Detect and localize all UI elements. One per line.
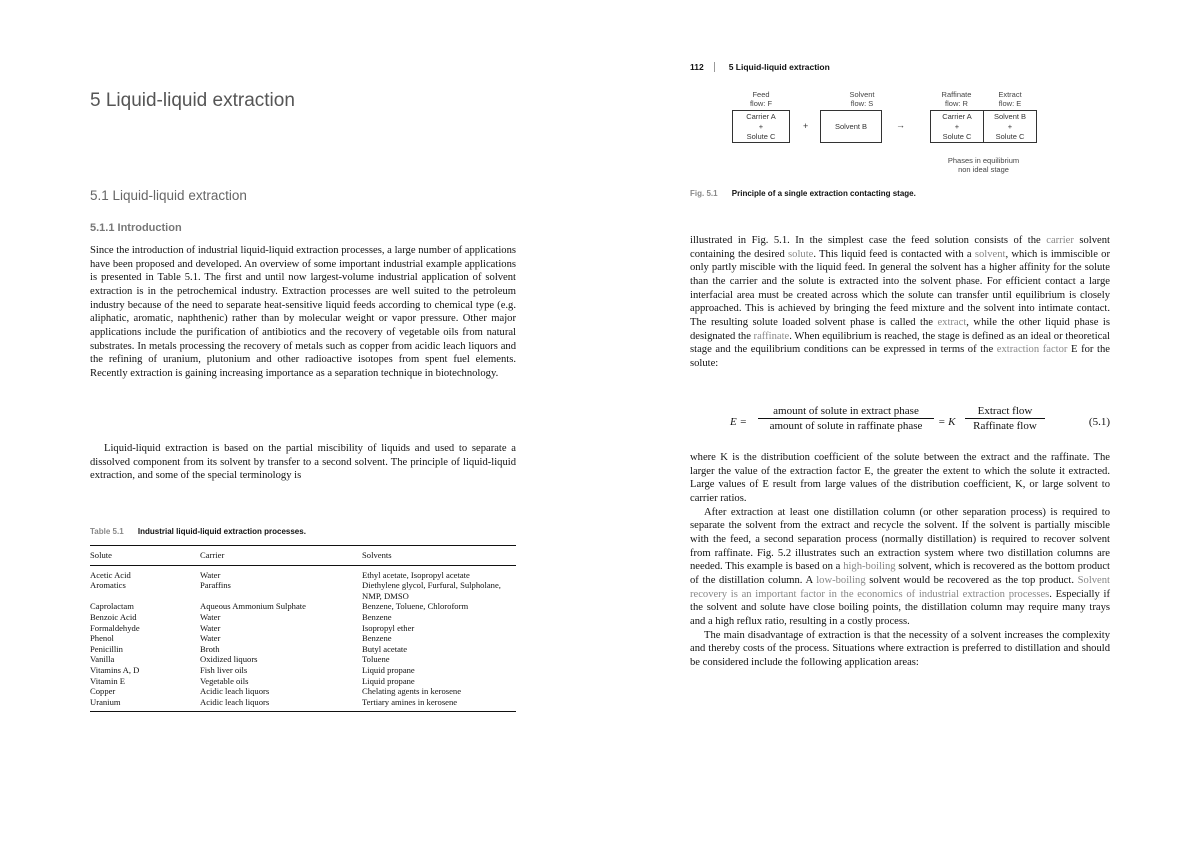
cell-solvents: Benzene — [362, 633, 392, 644]
cell-solvents: Liquid propane — [362, 675, 415, 686]
table-row — [90, 623, 516, 634]
text-run: illustrated in Fig. 5.1. In the simplest case the feed solution consists of the — [690, 235, 1047, 246]
text-run: After extraction at least one distillation column (or other separation process) is required to separate the solvent from the extract and recycle the solvent. If the solvent is partially miscible with the feed, a second separation process (normally distillation) is required to recover solvent from raffinate. Fig. 5.2 illustrates such an extraction system where two distillation columns are needed. This example is based on a — [690, 506, 1110, 573]
text-run: . Especially if the solvent and solute have close boiling points, the distillation column may require many trays and a high reflux ratio, resulting in a costly process. — [690, 588, 1110, 627]
feed-flow-label: Feed flow: F — [749, 90, 773, 108]
cell-carrier: Acidic leach liquors — [200, 686, 270, 697]
extract-flow-label: Extract flow: E — [998, 90, 1022, 108]
equilibrium-note: Phases in equilibrium non ideal stage — [947, 156, 1020, 174]
cell-solute: Acetic Acid — [90, 569, 131, 580]
chapter-title: 5 Liquid-liquid extraction — [90, 90, 295, 111]
table-caption-number: Table 5.1 — [90, 527, 124, 536]
figure-caption-number: Fig. 5.1 — [690, 189, 718, 198]
term-extract: extract — [937, 316, 967, 328]
cell-carrier: Acidic leach liquors — [200, 697, 362, 712]
cell-carrier: Water — [200, 622, 221, 633]
arrow-icon: → — [896, 120, 905, 130]
plus-sign: + — [803, 121, 809, 131]
fraction-flow — [965, 405, 1045, 432]
cell-solute: Vitamins A, D — [90, 664, 140, 675]
right-page — [600, 0, 1200, 849]
cell-solvents: Benzene — [362, 611, 392, 622]
table-row — [90, 676, 516, 687]
cell-carrier: Fish liver oils — [200, 664, 248, 675]
cell-solvents: Chelating agents in kerosene — [362, 686, 462, 697]
cell-solute: Phenol — [90, 633, 114, 644]
running-title: 5 Liquid-liquid extraction — [728, 62, 830, 72]
cell-solvents: Liquid propane — [362, 664, 415, 675]
cell-carrier: Aqueous Ammonium Sulphate — [200, 601, 306, 612]
cell-carrier: Paraffins — [200, 580, 231, 591]
cell-carrier: Water — [200, 611, 221, 622]
term-solvent: solvent — [974, 248, 1006, 260]
cell-solvents: Diethylene glycol, Furfural, Sulpholane, NMP, DMSO — [362, 580, 501, 601]
equilibrium-phases-box — [930, 110, 1037, 143]
cell-solvents: Isopropyl ether — [362, 622, 415, 633]
cell-carrier: Oxidized liquors — [200, 654, 258, 665]
term-raffinate: raffinate — [753, 330, 790, 342]
cell-carrier: Water — [200, 633, 221, 644]
header-solute: Solute — [90, 546, 200, 566]
fraction-amount-denominator: amount of solute in raffinate phase — [769, 420, 923, 432]
table-row — [90, 665, 516, 676]
cell-solute: Uranium — [90, 697, 200, 712]
table-row — [90, 644, 516, 655]
body-paragraph-4: where K is the distribution coefficient of the solute between the extract and the raffinate. The larger the value of the extraction factor E, the greater the extent to which the solute it extracted. Large values of E result from large values of the distribution coefficient, K, or large solvent to carrier ratios. — [690, 452, 1110, 504]
cell-solute: Copper — [90, 686, 116, 697]
cell-carrier: Broth — [200, 643, 220, 654]
cell-solute: Penicillin — [90, 643, 123, 654]
table-row — [90, 580, 516, 601]
table-row — [90, 612, 516, 623]
cell-solute: Vitamin E — [90, 675, 126, 686]
table-caption-text: Industrial liquid-liquid extraction processes. — [137, 527, 306, 536]
equation-5-1 — [690, 405, 1110, 441]
header-carrier: Carrier — [200, 546, 362, 566]
table-row — [90, 601, 516, 612]
figure-caption-text: Principle of a single extraction contacting stage. — [731, 189, 916, 198]
cell-solute: Formaldehyde — [90, 622, 140, 633]
table-row — [90, 565, 516, 580]
term-solute: solute — [788, 248, 814, 260]
text-run: solvent containing the desired — [690, 235, 1110, 260]
term-carrier: carrier — [1046, 235, 1074, 246]
equation-number: (5.1) — [1088, 416, 1110, 428]
fraction-flow-denominator: Raffinate flow — [973, 420, 1037, 432]
cell-solvents: Butyl acetate — [362, 643, 408, 654]
raffinate-box: Carrier A + Solute C — [942, 112, 972, 141]
extract-box: Solvent B + Solute C — [983, 111, 1036, 142]
text-run: solvent, which is recovered as the bottom product of the distillation column. A — [690, 561, 1110, 586]
table-row — [90, 654, 516, 665]
body-paragraph-1: Since the introduction of industrial liquid-liquid extraction processes, a large number of applications have been proposed and developed. An overview of some important industrial example applications is presented in Table 5.1. The first and until now largest-volume industrial application of solvent extraction is in the petrochemical industry. Extraction processes are well suited to the petroleum industry because of the need to separate heat-sensitive liquid feeds according to chemical type (e.g. aliphatic, aromatic, naphthenic) rather than by molecular weight or vapor pressure. Other major applications include the purification of antibiotics and the recovery of vegetable oils from natural substrates. In metals processing the recovery of metals such as copper from acidic leach liquors and the refining of uranium, plutonium and other radioactive isotopes from spent fuel elements. Recently extraction is gaining increasing importance as a separation technique in biotechnology. — [90, 245, 516, 379]
section-title: 5.1 Liquid-liquid extraction — [90, 188, 247, 203]
equation-mid: = K — [938, 416, 956, 428]
fraction-amount — [758, 405, 934, 432]
table-header-row — [90, 546, 516, 566]
running-head — [690, 62, 830, 72]
cell-solvents: Tertiary amines in kerosene — [362, 697, 516, 712]
body-paragraph-6: The main disadvantage of extraction is that the necessity of a solvent increases the complexity and thereby costs of the process. Situations where extraction is preferred to distillation and should be considered include the following application areas: — [690, 629, 1110, 668]
term-high-boiling: high-boiling — [843, 561, 896, 573]
fraction-flow-numerator: Extract flow — [965, 405, 1045, 419]
cell-carrier: Water — [200, 569, 221, 580]
header-solvents: Solvents — [362, 546, 516, 566]
term-solvent-recovery: Solvent recovery is an important factor in the economics of industrial extraction processes — [690, 574, 1110, 600]
text-run: . When equilibrium is reached, the stage is defined as an ideal or theoretical stage and the equilibrium conditions can be expressed in terms of the — [690, 330, 1110, 356]
extraction-stage-diagram — [732, 90, 1042, 185]
body-paragraph-3 — [690, 234, 1110, 371]
cell-solute: Aromatics — [90, 580, 126, 591]
fraction-amount-numerator: amount of solute in extract phase — [758, 405, 934, 419]
cell-solute: Benzoic Acid — [90, 611, 137, 622]
table-row — [90, 686, 516, 697]
subsection-title: 5.1.1 Introduction — [90, 222, 182, 234]
text-run: , while the other liquid phase is designated the — [690, 316, 1110, 342]
figure-caption — [690, 189, 916, 198]
table-row — [90, 697, 516, 712]
text-run: . This liquid feed is contacted with a — [813, 248, 975, 260]
body-paragraph-2: Liquid-liquid extraction is based on the partial miscibility of liquids and used to separate a dissolved component from its solvent by transfer to a second solvent. The principle of liquid-liquid extraction, and some of the special terminology is — [90, 443, 516, 482]
text-run: solvent would be recovered as the top product. — [865, 574, 1078, 586]
cell-solute: Vanilla — [90, 654, 115, 665]
cell-solvents: Ethyl acetate, Isopropyl acetate — [362, 569, 470, 580]
raffinate-flow-label: Raffinate flow: R — [941, 90, 972, 108]
table-caption — [90, 527, 306, 536]
feed-box: Carrier A + Solute C — [732, 110, 790, 143]
solvent-flow-label: Solvent flow: S — [849, 90, 875, 108]
extraction-processes-table — [90, 545, 516, 712]
solvent-box: Solvent B — [820, 110, 882, 143]
text-run: E for the solute: — [690, 344, 1110, 369]
text-run: , which is immiscible or only partly miscible with the liquid feed. In general the solvent has a higher affinity for the solute than the carrier and the solute is extracted into the solvent phase. For efficient contact a large interfacial area must be created across which the solute can transfer until equilibrium is closely approached. This is achieved by bringing the feed mixture and the solvent into intimate contact. The resulting solute loaded solvent phase is called the — [690, 248, 1110, 328]
cell-solvents: Benzene, Toluene, Chloroform — [362, 601, 469, 612]
page-number: 112 — [690, 62, 715, 72]
body-paragraph-5 — [690, 506, 1110, 629]
cell-carrier: Vegetable oils — [200, 675, 249, 686]
cell-solvents: Toluene — [362, 654, 390, 665]
body-block-lower — [690, 451, 1110, 670]
term-low-boiling: low-boiling — [816, 574, 866, 586]
term-extraction-factor: extraction factor — [996, 344, 1068, 356]
table-row — [90, 633, 516, 644]
cell-solute: Caprolactam — [90, 601, 134, 612]
equation-lhs: E = — [730, 416, 747, 428]
